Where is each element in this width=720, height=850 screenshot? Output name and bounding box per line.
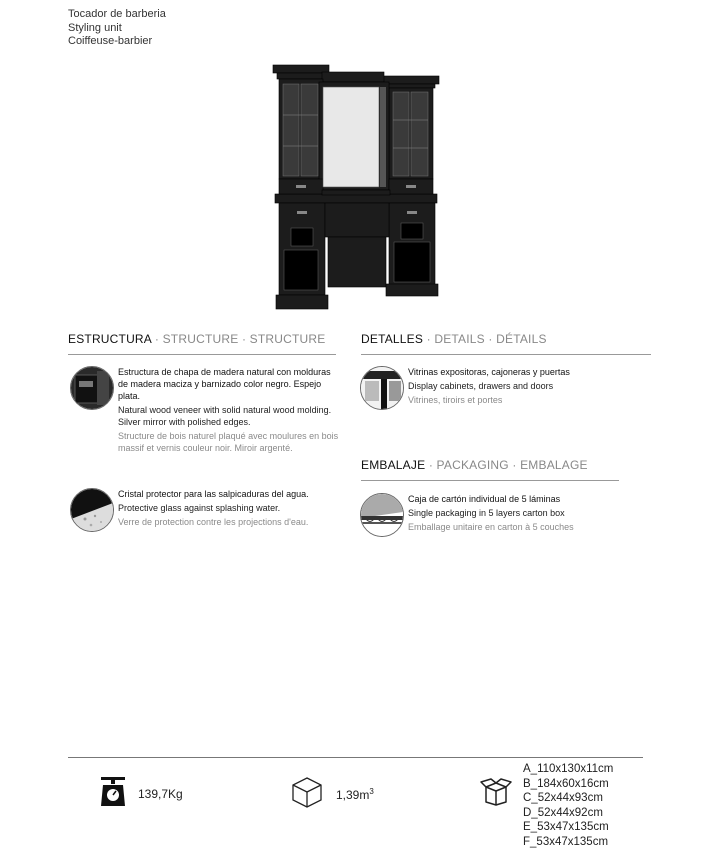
dimension-item: C_52x44x93cm (523, 792, 603, 805)
feature-text-es: Estructura de chapa de madera natural con molduras de madera maciza y barnizado color negro. Espejo plata. (118, 367, 331, 401)
dimension-item: F_53x47x135cm (523, 835, 609, 848)
volume-value: $1,39m^3$ (336, 787, 374, 802)
footer-divider (68, 757, 643, 758)
feature-text-es: Cristal protector para las salpicaduras del agua. (118, 489, 309, 499)
section-heading-embalaje: EMBALAJE · PACKAGING · EMBALAGE (361, 458, 588, 472)
section-heading-estructura: ESTRUCTURA · STRUCTURE · STRUCTURE (68, 332, 326, 346)
package-box-icon (479, 778, 513, 806)
volume-cube-icon (291, 776, 323, 808)
title-es: Tocador de barberia (68, 8, 166, 20)
title-fr: Coiffeuse-barbier (68, 35, 153, 47)
display-cabinet-icon (360, 366, 404, 410)
feature-item (360, 493, 650, 538)
product-title-block (68, 8, 166, 49)
feature-text-es: Vitrinas expositoras, cajoneras y puertas (408, 367, 570, 377)
section-divider (361, 354, 651, 355)
dimension-item: A_110x130x11cm (523, 763, 614, 775)
weight-scale-icon (99, 776, 127, 808)
feature-item (360, 366, 650, 411)
feature-text-en: Protective glass against splashing water. (118, 503, 281, 513)
dimension-item: E_53x47x135cm (523, 821, 609, 834)
title-en: Styling unit (68, 21, 122, 34)
feature-text-fr: Vitrines, tiroirs et portes (408, 395, 503, 405)
styling-unit-image (270, 60, 442, 314)
feature-item (70, 366, 340, 456)
feature-text-en: Single packaging in 5 layers carton box (408, 508, 565, 518)
feature-text-fr: Emballage unitaire en carton à 5 couches (408, 522, 574, 532)
dimensions-list (523, 762, 613, 850)
feature-item (70, 488, 340, 538)
wood-drawer-closeup-icon (70, 366, 114, 410)
feature-text-fr: Structure de bois naturel plaqué avec moulures en bois massif et vernis couleur noir. Miroir argenté. (118, 431, 339, 453)
section-heading-detalles: DETALLES · DETAILS · DÉTAILS (361, 332, 547, 346)
feature-text-es: Caja de cartón individual de 5 láminas (408, 494, 561, 504)
cardboard-layers-icon (360, 493, 404, 537)
section-divider (68, 354, 336, 355)
section-divider (361, 480, 619, 481)
feature-text-en: Display cabinets, drawers and doors (408, 381, 554, 391)
weight-value: 139,7Kg (138, 787, 183, 801)
feature-text-fr: Verre de protection contre les projections d'eau. (118, 517, 309, 527)
dimension-item: B_184x60x16cm (523, 777, 609, 790)
dimension-item: D_52x44x92cm (523, 806, 603, 819)
feature-text-en: Natural wood veneer with solid natural wood molding. Silver mirror with polished edges. (118, 405, 332, 427)
protective-glass-icon (70, 488, 114, 532)
